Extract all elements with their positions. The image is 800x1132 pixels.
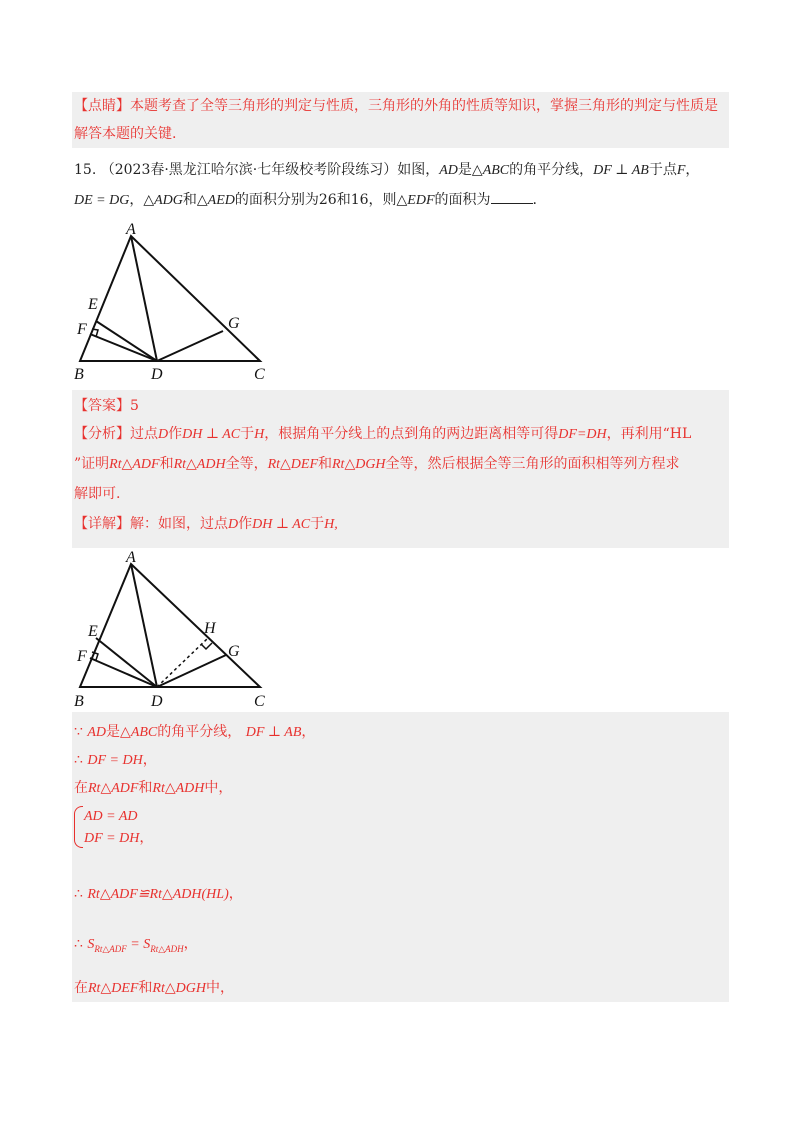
s-text: 和 [138, 980, 153, 996]
s-math: DF = DH [84, 831, 140, 846]
label-E-2: E [88, 623, 98, 640]
math-ADG: △ADG [143, 193, 183, 208]
detail-tag: 【详解】 [74, 516, 130, 532]
s-math: DF ⊥ AB [245, 725, 302, 740]
label-E: E [88, 296, 98, 313]
q-text: ， [129, 192, 144, 208]
q-text: ， [685, 162, 700, 178]
answer-line [74, 396, 139, 416]
s-text: 中， [204, 780, 233, 796]
a-text: 和 [318, 456, 332, 472]
step-3 [74, 778, 232, 799]
answer-tag: 【答案】 [74, 398, 130, 414]
step-6 [74, 934, 198, 959]
dianjing-tag: 【点睛】 [74, 98, 130, 114]
s-text: ， [139, 830, 154, 846]
s-math: Rt△ADH [152, 781, 205, 796]
s-text: ， [301, 724, 316, 740]
a-math: DH ⊥ AC [182, 427, 241, 442]
a-text: 作 [168, 426, 183, 442]
equation-brace [74, 806, 83, 848]
s-math: Rt△ADF≌Rt△ADH(HL) [87, 887, 229, 902]
a-text: 于 [240, 426, 255, 442]
label-F-2: F [77, 648, 87, 665]
d-math: DH ⊥ AC [252, 517, 311, 532]
d-text: 作 [238, 516, 253, 532]
label-B-2: B [74, 693, 84, 710]
label-B: B [74, 366, 84, 383]
math-DF-perp-AB: DF ⊥ AB [593, 163, 649, 178]
a-math: D [158, 427, 169, 442]
segment-AD [131, 236, 157, 361]
label-H-2: H [204, 620, 216, 637]
s-text: 在 [74, 780, 88, 796]
step-1 [74, 722, 315, 743]
s-math: Rt△ADF [88, 781, 139, 796]
s-math: AD [87, 725, 107, 740]
q-text: 的面积分别为26和16，则 [234, 192, 397, 208]
q-text: 是 [457, 162, 472, 178]
s-text: 的角平分线， [157, 724, 242, 740]
d-text: 于 [310, 516, 325, 532]
d-text: 解：如图，过点 [130, 516, 228, 532]
segment-FD-2 [90, 658, 157, 687]
s-math-sub: Rt△ADF [94, 943, 127, 954]
triangle-ABC-2 [80, 564, 260, 687]
dianjing-line-1 [74, 96, 718, 116]
label-D-2: D [151, 693, 163, 710]
label-A: A [126, 221, 136, 238]
a-text: ，根据角平分线上的点到角的两边距离相等可得 [264, 426, 559, 442]
math-ABC: △ABC [471, 163, 510, 178]
question-line-1 [74, 160, 699, 181]
step-2 [74, 750, 157, 771]
a-math: DF=DH [558, 427, 607, 442]
answer-blank [491, 191, 533, 204]
figure-2 [68, 548, 278, 713]
label-C: C [254, 366, 265, 383]
s-math: DF = DH [87, 753, 143, 768]
segment-GD [157, 331, 223, 361]
label-G-2: G [228, 643, 240, 660]
a-math: Rt△ADF [109, 457, 160, 472]
math-F: F [676, 163, 686, 178]
analysis-line-1 [74, 424, 691, 445]
label-C-2: C [254, 693, 265, 710]
d-math: H, [324, 517, 338, 532]
a-text: HL [669, 426, 692, 442]
segment-GD-2 [157, 655, 226, 687]
s-text: ， [183, 936, 198, 952]
therefore-symbol: ∴ [74, 752, 83, 768]
q-text: 的面积为 [434, 192, 491, 208]
answer-value: 5 [130, 398, 139, 414]
s-text: ， [142, 752, 157, 768]
math-DE-eq-DG: DE = DG [74, 193, 130, 208]
step-4a [84, 806, 138, 827]
s-text: 是 [106, 724, 121, 740]
question-source: （2023春·黑龙江哈尔滨·七年级校考阶段练习）如图， [100, 162, 440, 178]
step-4b [84, 828, 153, 849]
s-text: 在 [74, 980, 88, 996]
question-number: 15. [74, 162, 97, 178]
because-symbol: ∵ [74, 724, 83, 740]
a-math: H [254, 427, 265, 442]
label-A-2: A [126, 549, 136, 566]
triangle-ABC [80, 236, 260, 361]
a-text: 解即可. [74, 486, 121, 502]
s-text: 中， [205, 980, 234, 996]
dianjing-line-2 [74, 124, 176, 144]
analysis-line-3 [74, 484, 120, 504]
math-EDF: △EDF [396, 193, 435, 208]
s-text: ， [228, 886, 243, 902]
a-math: Rt△ADH [173, 457, 226, 472]
s-math: Rt△DGH [152, 981, 206, 996]
a-text: 全等，然后根据全等三角形的面积相等列方程求 [385, 456, 680, 472]
q-text: . [532, 192, 537, 208]
analysis-line-2 [74, 454, 680, 475]
a-text: ”证明 [74, 456, 110, 472]
step-7 [74, 978, 234, 999]
s-math: AD = AD [84, 809, 138, 824]
a-text: ，再利用“ [606, 426, 670, 442]
math-AED: △AED [196, 193, 235, 208]
s-math-sub: Rt△ADH [150, 943, 184, 954]
q-text: 和 [182, 192, 197, 208]
s-math: S [87, 937, 95, 952]
a-text: 和 [159, 456, 174, 472]
analysis-tag: 【分析】 [74, 426, 130, 442]
q-text: 于点 [648, 162, 677, 178]
dianjing-text-2: 解答本题的关键. [74, 126, 177, 142]
math-AD: AD [439, 163, 458, 178]
label-G: G [228, 315, 240, 332]
step-5 [74, 884, 243, 905]
a-math: Rt△DGH [332, 457, 386, 472]
figure-1 [68, 220, 278, 385]
s-math: = S [126, 937, 151, 952]
s-math: △ABC [120, 725, 158, 740]
q-text: 的角平分线， [509, 162, 594, 178]
dianjing-text-1: 本题考查了全等三角形的判定与性质，三角形的外角的性质等知识，掌握三角形的判定与性质是 [130, 98, 718, 114]
a-text: 过点 [130, 426, 158, 442]
s-text: 和 [138, 780, 153, 796]
label-D: D [151, 366, 163, 383]
question-line-2 [74, 190, 537, 211]
therefore-symbol: ∴ [74, 936, 83, 952]
s-math: Rt△DEF [88, 981, 139, 996]
therefore-symbol: ∴ [74, 886, 83, 902]
a-text: 全等， [225, 456, 268, 472]
d-math: D [228, 517, 239, 532]
a-math: Rt△DEF [267, 457, 318, 472]
segment-DH-dashed [157, 638, 208, 687]
label-F: F [77, 321, 87, 338]
detail-line [74, 514, 338, 535]
